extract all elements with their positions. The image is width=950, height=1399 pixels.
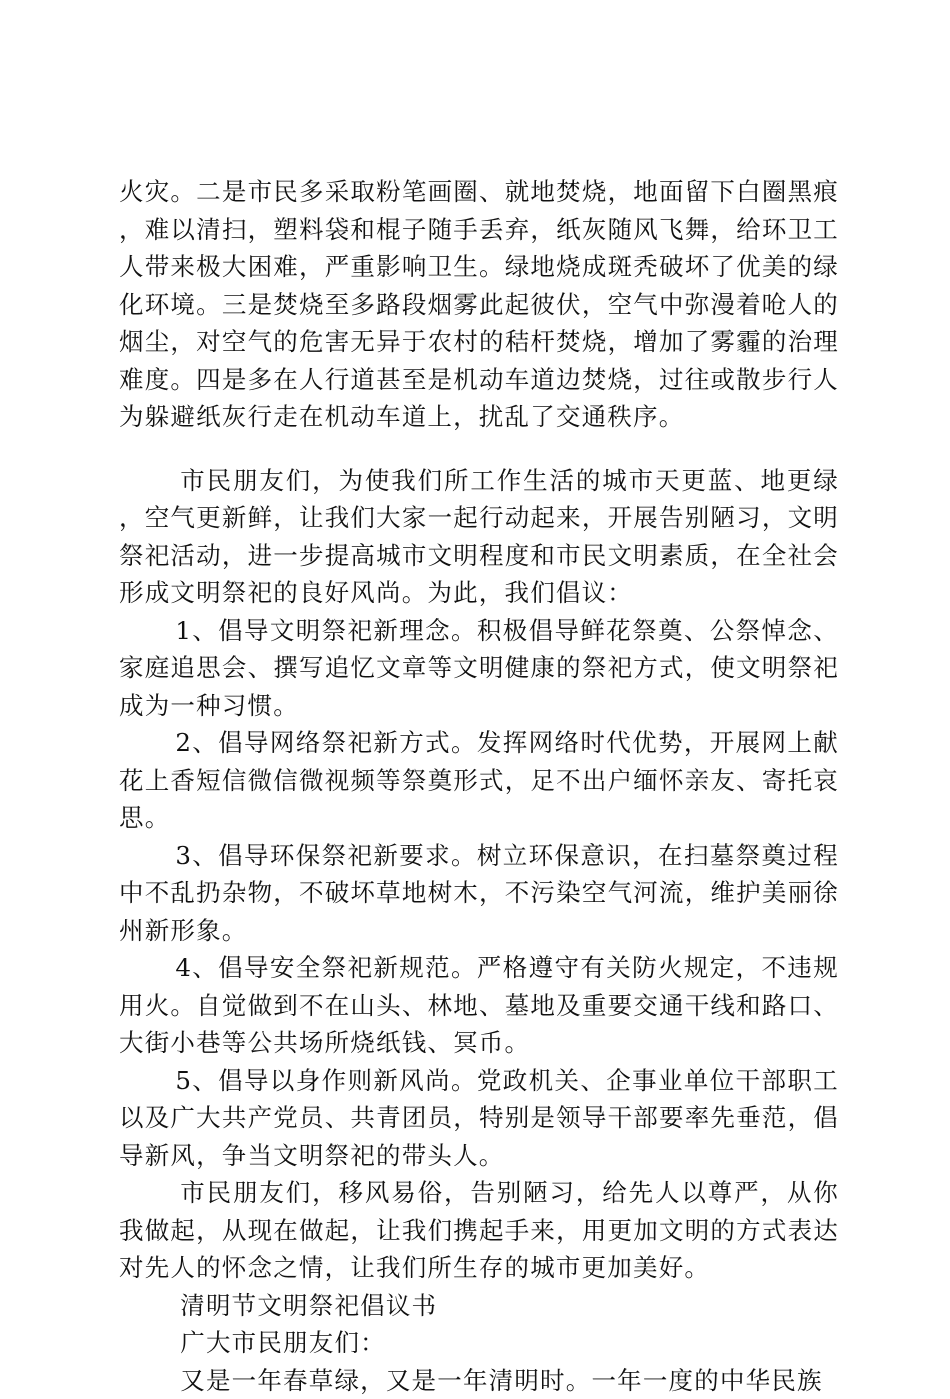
section-title: 清明节文明祭祀倡议书 [119,1287,839,1325]
document-body [119,173,839,1399]
paragraph-pollution-effects: 火灾。二是市民多采取粉笔画圈、就地焚烧，地面留下白圈黑痕，难以清扫，塑料袋和棍子随手丢弃，纸灰随风飞舞，给环卫工人带来极大困难，严重影响卫生。绿地烧成斑秃破坏了优美的绿化环境。三是焚烧至多路段烟雾此起彼伏，空气中弥漫着呛人的烟尘，对空气的危害无异于农村的秸杆焚烧，增加了雾霾的治理难度。四是多在人行道甚至是机动车道边焚烧，过往或散步行人为躲避纸灰行走在机动车道上，扰乱了交通秩序。 [119,173,839,436]
paragraph-closing: 市民朋友们，移风易俗，告别陋习，给先人以尊严，从你我做起，从现在做起，让我们携起手来，用更加文明的方式表达对先人的怀念之情，让我们所生存的城市更加美好。 [119,1174,839,1287]
proposal-item-5: 5、倡导以身作则新风尚。党政机关、企事业单位干部职工以及广大共产党员、共青团员，特别是领导干部要率先垂范，倡导新风，争当文明祭祀的带头人。 [119,1062,839,1175]
proposal-item-3: 3、倡导环保祭祀新要求。树立环保意识，在扫墓祭奠过程中不乱扔杂物，不破坏草地树木，不污染空气河流，维护美丽徐州新形象。 [119,837,839,950]
proposal-item-4: 4、倡导安全祭祀新规范。严格遵守有关防火规定，不违规用火。自觉做到不在山头、林地、墓地及重要交通干线和路口、大街小巷等公共场所烧纸钱、冥币。 [119,949,839,1062]
paragraph-opening: 又是一年春草绿，又是一年清明时。一年一度的中华民族 [119,1362,839,1399]
paragraph-gap [119,436,839,462]
proposal-item-2: 2、倡导网络祭祀新方式。发挥网络时代优势，开展网上献花上香短信微信微视频等祭奠形式，足不出户缅怀亲友、寄托哀思。 [119,724,839,837]
proposal-item-1: 1、倡导文明祭祀新理念。积极倡导鲜花祭奠、公祭悼念、家庭追思会、撰写追忆文章等文明健康的祭祀方式，使文明祭祀成为一种习惯。 [119,612,839,725]
salutation: 广大市民朋友们： [119,1324,839,1362]
paragraph-appeal: 市民朋友们，为使我们所工作生活的城市天更蓝、地更绿，空气更新鲜，让我们大家一起行动起来，开展告别陋习，文明祭祀活动，进一步提高城市文明程度和市民文明素质，在全社会形成文明祭祀的良好风尚。为此，我们倡议： [119,462,839,612]
